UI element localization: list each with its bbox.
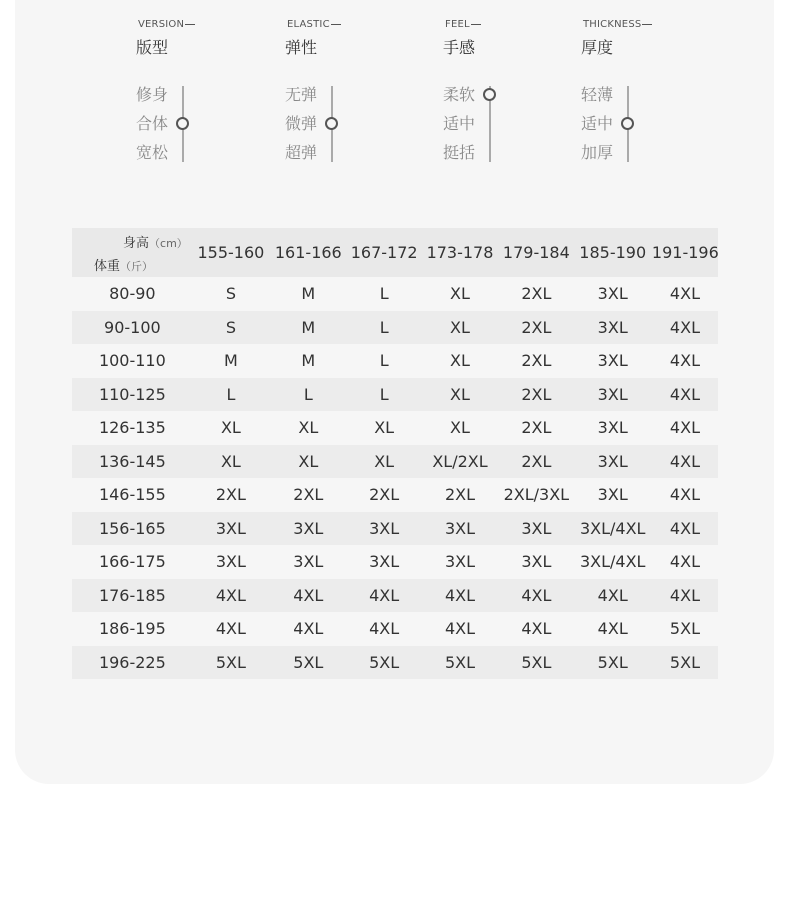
size-cell: L bbox=[379, 317, 389, 337]
size-cell: M bbox=[224, 351, 238, 371]
size-cell: 2XL bbox=[444, 485, 476, 505]
table-row bbox=[72, 277, 718, 311]
size-cell: 3XL bbox=[293, 518, 324, 538]
size-cell: 4XL bbox=[669, 418, 700, 438]
size-cell: 3XL bbox=[215, 552, 246, 572]
size-cell: 3XL bbox=[597, 485, 628, 505]
size-cell: 5XL bbox=[444, 652, 476, 672]
height-column-header: 161-166 bbox=[274, 243, 342, 262]
table-row bbox=[72, 612, 718, 646]
weight-cell: 80-90 bbox=[109, 284, 156, 304]
size-cell: 2XL bbox=[215, 485, 246, 505]
attribute-option: 微弹 bbox=[285, 114, 318, 133]
size-cell: S bbox=[225, 317, 236, 337]
attribute-option: 修身 bbox=[136, 85, 169, 104]
table-row bbox=[72, 445, 718, 479]
size-cell: XL bbox=[450, 384, 470, 404]
weight-cell: 156-165 bbox=[98, 518, 166, 538]
size-cell: 5XL bbox=[597, 652, 628, 672]
height-column-header: 155-160 bbox=[197, 243, 265, 262]
height-column-header: 167-172 bbox=[350, 243, 418, 262]
size-cell: 3XL bbox=[444, 518, 476, 538]
size-cell: 3XL bbox=[521, 552, 552, 572]
size-cell: XL bbox=[374, 418, 395, 438]
size-cell: L bbox=[379, 284, 389, 304]
size-cell: 4XL bbox=[369, 585, 400, 605]
size-cell: 3XL bbox=[597, 284, 628, 304]
size-cell: 4XL bbox=[293, 619, 324, 639]
size-cell: 4XL bbox=[521, 619, 552, 639]
size-cell: 5XL bbox=[293, 652, 324, 672]
weight-cell: 166-175 bbox=[98, 552, 166, 572]
selected-marker-icon bbox=[621, 117, 634, 130]
size-cell: XL/2XL bbox=[432, 451, 488, 471]
table-row bbox=[72, 545, 718, 579]
selected-marker-icon bbox=[483, 88, 496, 101]
size-cell: 4XL bbox=[444, 585, 476, 605]
size-cell: 3XL bbox=[597, 351, 628, 371]
height-column-header: 179-184 bbox=[502, 243, 570, 262]
size-cell: 5XL bbox=[521, 652, 552, 672]
size-cell: 4XL bbox=[669, 317, 700, 337]
attribute-title: 厚度 bbox=[581, 38, 614, 57]
size-cell: L bbox=[226, 384, 236, 404]
attribute-english-label: ELASTIC bbox=[287, 19, 341, 30]
height-header: 身高（cm） bbox=[123, 236, 188, 251]
size-cell: 2XL bbox=[369, 485, 400, 505]
weight-cell: 100-110 bbox=[98, 351, 166, 371]
size-cell: 2XL bbox=[521, 418, 552, 438]
attribute-option: 柔软 bbox=[443, 85, 476, 104]
size-cell: 2XL bbox=[521, 384, 552, 404]
height-column-header: 173-178 bbox=[426, 243, 494, 262]
attribute-version bbox=[136, 0, 276, 170]
size-cell: M bbox=[301, 351, 316, 371]
size-cell: XL bbox=[450, 317, 470, 337]
attribute-option: 适中 bbox=[581, 114, 614, 133]
size-cell: 4XL bbox=[369, 619, 400, 639]
size-cell: XL bbox=[450, 284, 470, 304]
table-row bbox=[72, 378, 718, 412]
weight-cell: 126-135 bbox=[98, 418, 166, 438]
size-cell: 4XL bbox=[444, 619, 476, 639]
size-cell: 2XL bbox=[521, 317, 552, 337]
attribute-option: 合体 bbox=[136, 114, 169, 133]
table-corner-header bbox=[72, 228, 193, 277]
size-cell: M bbox=[301, 284, 316, 304]
table-row bbox=[72, 411, 718, 445]
size-cell: 5XL bbox=[215, 652, 246, 672]
size-cell: 4XL bbox=[669, 552, 700, 572]
attribute-option: 无弹 bbox=[285, 85, 318, 104]
size-cell: 4XL bbox=[293, 585, 324, 605]
size-cell: 3XL bbox=[597, 384, 628, 404]
size-cell: 5XL bbox=[669, 652, 700, 672]
size-cell: 3XL bbox=[444, 552, 476, 572]
size-cell: 3XL/4XL bbox=[579, 552, 646, 572]
size-cell: 2XL bbox=[521, 451, 552, 471]
table-row bbox=[72, 579, 718, 613]
size-cell: XL bbox=[298, 418, 319, 438]
weight-cell: 136-145 bbox=[98, 451, 166, 471]
size-cell: XL bbox=[298, 451, 319, 471]
size-cell: XL bbox=[374, 451, 395, 471]
attribute-english-label: FEEL bbox=[445, 19, 481, 30]
attribute-option: 宽松 bbox=[136, 143, 169, 162]
attribute-option: 轻薄 bbox=[581, 85, 614, 104]
table-row bbox=[72, 478, 718, 512]
size-cell: 4XL bbox=[669, 351, 700, 371]
size-cell: 3XL bbox=[597, 317, 628, 337]
size-cell: 4XL bbox=[669, 284, 700, 304]
table-header-row bbox=[72, 228, 718, 277]
size-cell: 2XL bbox=[293, 485, 324, 505]
size-cell: 5XL bbox=[369, 652, 400, 672]
selected-marker-icon bbox=[176, 117, 189, 130]
size-cell: XL bbox=[220, 451, 241, 471]
table-row bbox=[72, 311, 718, 345]
size-cell: 4XL bbox=[521, 585, 552, 605]
size-cell: 3XL bbox=[215, 518, 246, 538]
weight-cell: 90-100 bbox=[104, 317, 161, 337]
size-cell: 4XL bbox=[669, 585, 700, 605]
size-chart-table bbox=[72, 228, 718, 679]
size-cell: 2XL bbox=[521, 284, 552, 304]
attribute-english-label: THICKNESS bbox=[583, 19, 652, 30]
size-cell: 4XL bbox=[669, 518, 700, 538]
attribute-title: 版型 bbox=[136, 38, 169, 57]
size-cell: 3XL bbox=[369, 552, 400, 572]
table-row bbox=[72, 512, 718, 546]
size-cell: L bbox=[379, 384, 389, 404]
attribute-option: 超弹 bbox=[285, 143, 318, 162]
size-cell: 3XL bbox=[597, 451, 628, 471]
size-cell: L bbox=[303, 384, 313, 404]
table-row bbox=[72, 344, 718, 378]
weight-cell: 186-195 bbox=[98, 619, 166, 639]
attribute-title: 手感 bbox=[443, 38, 476, 57]
size-cell: S bbox=[225, 284, 236, 304]
size-cell: 3XL bbox=[521, 518, 552, 538]
weight-cell: 146-155 bbox=[98, 485, 166, 505]
size-cell: 2XL bbox=[521, 351, 552, 371]
selected-marker-icon bbox=[325, 117, 338, 130]
height-column-header: 185-190 bbox=[579, 243, 647, 262]
attribute-elastic bbox=[285, 0, 425, 170]
attribute-english-label: VERSION bbox=[138, 19, 195, 30]
size-cell: 4XL bbox=[597, 619, 628, 639]
size-cell: 4XL bbox=[669, 384, 700, 404]
weight-cell: 176-185 bbox=[98, 585, 166, 605]
weight-cell: 196-225 bbox=[98, 652, 166, 672]
attribute-option: 加厚 bbox=[581, 143, 614, 162]
size-cell: 3XL bbox=[293, 552, 324, 572]
table-row bbox=[72, 646, 718, 680]
weight-cell: 110-125 bbox=[98, 384, 166, 404]
size-cell: 4XL bbox=[669, 451, 700, 471]
size-cell: 4XL bbox=[215, 585, 246, 605]
weight-header: 体重（斤） bbox=[94, 259, 154, 274]
size-cell: XL bbox=[220, 418, 241, 438]
attribute-option: 挺括 bbox=[443, 143, 476, 162]
size-cell: 2XL/3XL bbox=[503, 485, 570, 505]
size-cell: 4XL bbox=[669, 485, 700, 505]
attribute-title: 弹性 bbox=[285, 38, 318, 57]
attribute-option: 适中 bbox=[443, 114, 476, 133]
size-cell: 4XL bbox=[597, 585, 628, 605]
size-cell: L bbox=[379, 351, 389, 371]
size-cell: 4XL bbox=[215, 619, 246, 639]
size-cell: 3XL/4XL bbox=[579, 518, 646, 538]
size-cell: 5XL bbox=[669, 619, 700, 639]
size-cell: M bbox=[301, 317, 316, 337]
size-cell: 3XL bbox=[597, 418, 628, 438]
size-cell: XL bbox=[450, 418, 470, 438]
size-cell: 3XL bbox=[369, 518, 400, 538]
attribute-feel bbox=[443, 0, 583, 170]
attribute-thickness bbox=[581, 0, 721, 170]
size-cell: XL bbox=[450, 351, 470, 371]
height-column-header: 191-196 bbox=[651, 243, 719, 262]
